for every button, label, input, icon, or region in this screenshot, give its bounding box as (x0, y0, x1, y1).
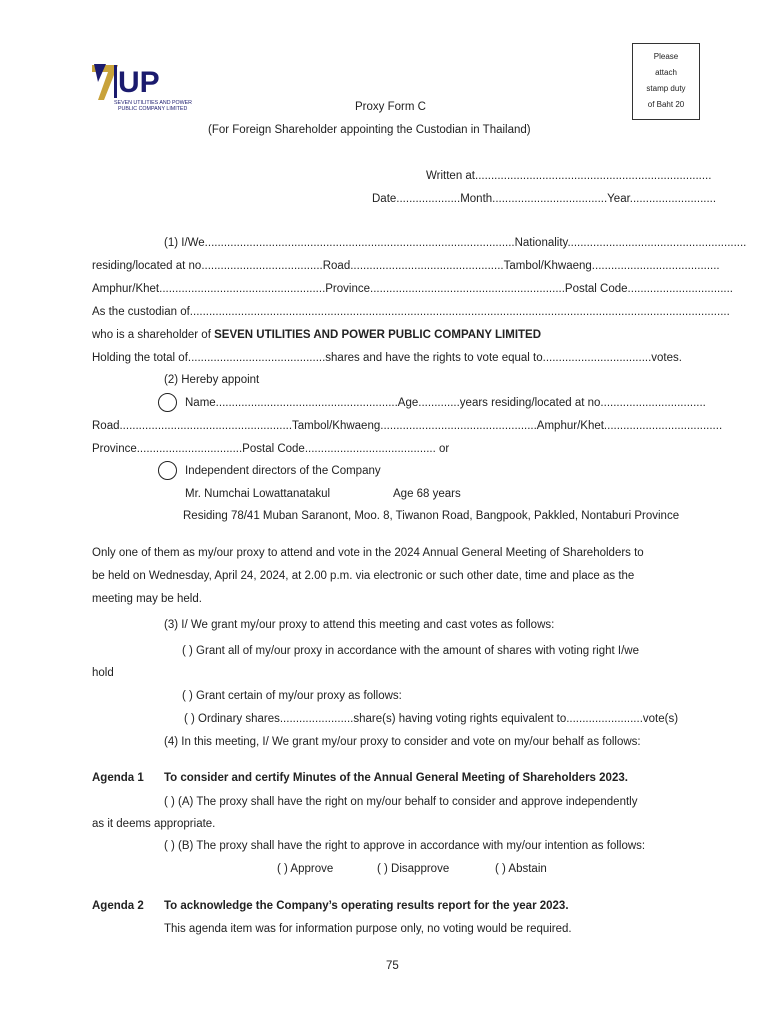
date-line[interactable]: Date....................Month....................................Year........................... (372, 193, 717, 205)
company-name: SEVEN UTILITIES AND POWER PUBLIC COMPANY LIMITED (214, 329, 542, 341)
agenda2-title: To acknowledge the Company’s operating results report for the year 2023. (164, 900, 569, 912)
proxy-province-line[interactable]: Province.................................Postal Code......................................... or (92, 443, 450, 455)
agenda1-option-a[interactable]: ( ) (A) The proxy shall have the right on my/our behalf to consider and approve independently (164, 796, 638, 808)
shares-total-line[interactable]: Holding the total of...........................................shares and have the rights to vote equal to..................................votes. (92, 352, 682, 364)
agenda1-label: Agenda 1 (92, 772, 144, 784)
agenda1-option-b[interactable]: ( ) (B) The proxy shall have the right to approve in accordance with my/our intention as follows: (164, 840, 646, 852)
stamp-duty-box (632, 43, 700, 120)
stamp-text-2: attach (655, 68, 677, 77)
grant-certain-option[interactable]: ( ) Grant certain of my/our proxy as follows: (182, 690, 402, 702)
agenda1-title: To consider and certify Minutes of the Annual General Meeting of Shareholders 2023. (164, 772, 628, 784)
grant-all-hold: hold (92, 667, 114, 679)
director-age: Age 68 years (393, 488, 461, 500)
agenda1-abstain[interactable]: ( ) Abstain (495, 863, 547, 875)
agenda2-note: This agenda item was for information purpose only, no voting would be required. (164, 923, 572, 935)
agenda1-disapprove[interactable]: ( ) Disapprove (377, 863, 450, 875)
shareholder-address-line[interactable]: residing/located at no......................................Road................................................Tambol/Khwaeng........................................ (92, 260, 720, 272)
appoint-heading: (2) Hereby appoint (164, 374, 260, 386)
proxy-road-line[interactable]: Road......................................................Tambol/Khwaeng.................................................Amphur/Khet..................................... (92, 420, 723, 432)
ordinary-shares-line[interactable]: ( ) Ordinary shares.......................share(s) having voting rights equivalent to........................vote(s) (184, 713, 679, 725)
independent-director-label: Independent directors of the Company (185, 465, 381, 477)
shareholder-company-line (92, 329, 541, 341)
proxy-person-radio[interactable] (158, 393, 177, 412)
agenda1-approve[interactable]: ( ) Approve (277, 863, 334, 875)
shareholder-of-label: who is a shareholder of (92, 329, 215, 341)
shareholder-district-line[interactable]: Amphur/Khet....................................................Province.............................................................Postal Code................................. (92, 283, 733, 295)
written-at-line[interactable]: Written at.......................................................................... (426, 170, 712, 182)
company-logo (92, 62, 192, 114)
form-title: Proxy Form C (355, 101, 426, 113)
stamp-text-1: Please (653, 52, 679, 61)
grant-heading: (3) I/ We grant my/our proxy to attend this meeting and cast votes as follows: (164, 619, 555, 631)
form-subtitle: (For Foreign Shareholder appointing the Custodian in Thailand) (208, 124, 531, 136)
proxy-paragraph-line1: Only one of them as my/our proxy to attend and vote in the 2024 Annual General Meeting of Shareholders to (92, 547, 644, 559)
agenda2-label: Agenda 2 (92, 900, 144, 912)
logo-line2: PUBLIC COMPANY LIMITED (118, 106, 188, 112)
vote-heading: (4) In this meeting, I/ We grant my/our proxy to consider and vote on my/our behalf as follows: (164, 736, 641, 748)
director-name: Mr. Numchai Lowattanatakul (185, 488, 331, 500)
grant-all-option[interactable]: ( ) Grant all of my/our proxy in accordance with the amount of shares with voting right I/we (182, 645, 640, 657)
logo-line1: SEVEN UTILITIES AND POWER (114, 100, 192, 106)
stamp-text-3: stamp duty (646, 84, 686, 93)
director-residence: Residing 78/41 Muban Saranont, Moo. 8, Tiwanon Road, Bangpook, Pakkled, Nontaburi Province (183, 510, 680, 522)
svg-text:UP: UP (118, 66, 160, 99)
proxy-paragraph-line2: be held on Wednesday, April 24, 2024, at 2.00 p.m. via electronic or such other date, time and place as the (92, 570, 635, 582)
proxy-paragraph-line3: meeting may be held. (92, 593, 202, 605)
custodian-line[interactable]: As the custodian of......................................................................................................................................................................... (92, 306, 730, 318)
page-number: 75 (386, 960, 399, 972)
stamp-text-4: of Baht 20 (647, 100, 685, 109)
agenda1-option-a-cont: as it deems appropriate. (92, 818, 216, 830)
proxy-name-line[interactable]: Name.........................................................Age.............years residing/located at no................................. (185, 397, 706, 409)
shareholder-name-line[interactable]: (1) I/We.................................................................................................Nationality........................................................ (164, 237, 747, 249)
independent-director-radio[interactable] (158, 461, 177, 480)
